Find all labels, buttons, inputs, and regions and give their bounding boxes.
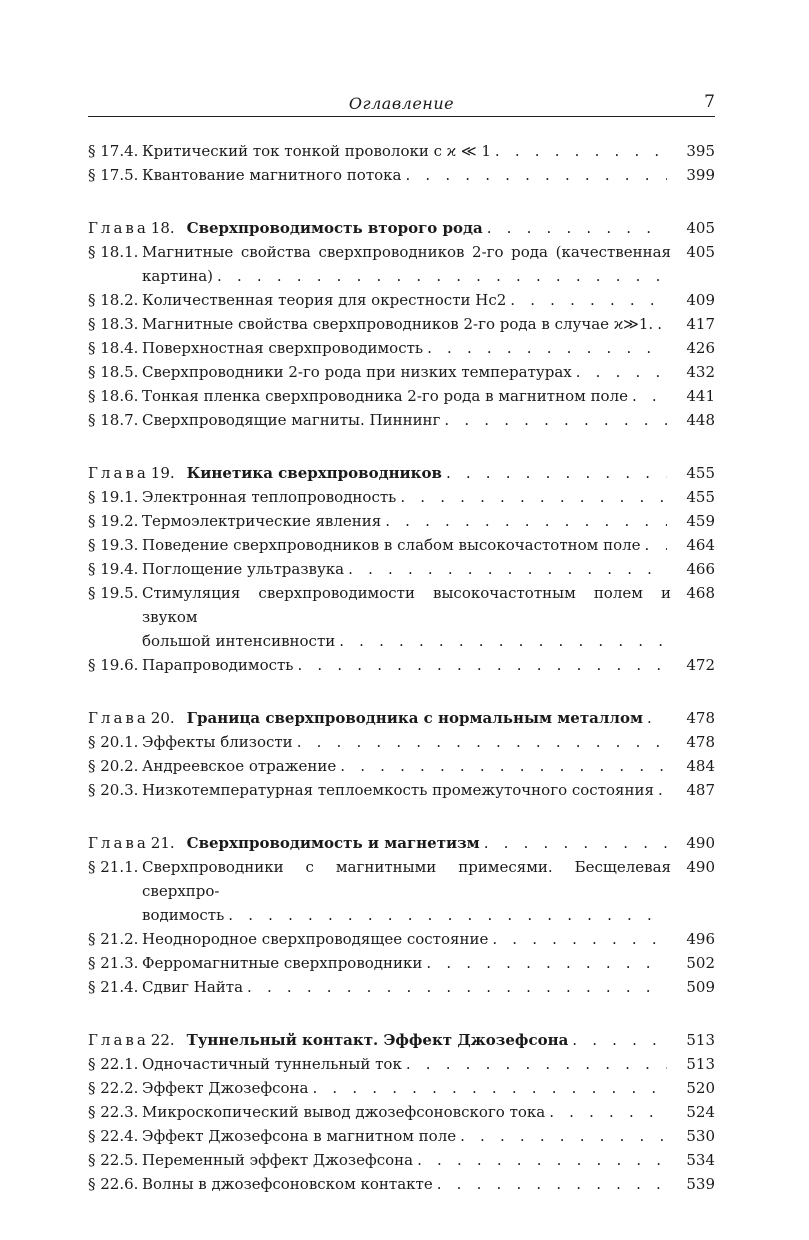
- section-number: § 21.4.: [88, 978, 139, 996]
- chapter-title: Кинетика сверхпроводников: [186, 464, 442, 482]
- chapter-page: 405: [686, 219, 715, 237]
- toc-section-entry[interactable]: [88, 139, 715, 163]
- section-page: 496: [686, 930, 715, 948]
- section-title: Микроскопический вывод джозефсоновского тока: [142, 1103, 546, 1121]
- toc-section-entry[interactable]: [88, 163, 715, 187]
- chapter-label: Глава: [88, 219, 149, 237]
- dot-leader: [417, 1148, 667, 1172]
- chapter-page: 478: [686, 709, 715, 727]
- section-page: 502: [686, 954, 715, 972]
- chapter-label: Глава: [88, 1031, 149, 1049]
- chapter-label: Глава: [88, 709, 149, 727]
- section-title: Сдвиг Найта: [142, 978, 244, 996]
- section-page: 484: [686, 757, 715, 775]
- section-title-line-2-row: [142, 903, 671, 927]
- section-number: § 22.1.: [88, 1055, 139, 1073]
- section-title: Волны в джозефсоновском контакте: [142, 1175, 433, 1193]
- chapter-number: 21.: [150, 834, 175, 852]
- dot-leader: [297, 730, 667, 754]
- chapter-number: 18.: [150, 219, 175, 237]
- section-page: 530: [686, 1127, 715, 1145]
- section-title: Неоднородное сверхпроводящее состояние: [142, 930, 489, 948]
- section-number: § 19.2.: [88, 512, 139, 530]
- dot-leader: [484, 831, 667, 855]
- dot-leader: [510, 288, 667, 312]
- dot-leader: [576, 360, 667, 384]
- toc-section-entry[interactable]: [88, 1124, 715, 1148]
- section-title: Тонкая пленка сверхпроводника 2-го рода в магнитном поле: [142, 387, 628, 405]
- section-number: § 20.1.: [88, 733, 139, 751]
- section-title-block: [142, 1076, 671, 1100]
- section-number: § 17.4.: [88, 142, 139, 160]
- chapter-spacer: [88, 999, 715, 1028]
- chapter-label: Глава: [88, 834, 149, 852]
- section-title: Сверхпроводящие магниты. Пиннинг: [142, 411, 441, 429]
- table-of-contents: [88, 139, 715, 1196]
- dot-leader: [312, 1076, 667, 1100]
- section-number: § 18.6.: [88, 387, 139, 405]
- section-title: Поверхностная сверхпроводимость: [142, 339, 424, 357]
- section-title: Низкотемпературная теплоемкость промежуточного состояния: [142, 781, 654, 799]
- dot-leader: [339, 629, 667, 653]
- section-number: § 21.1.: [88, 858, 139, 876]
- section-number: § 22.5.: [88, 1151, 139, 1169]
- section-title: Квантование магнитного потока: [142, 166, 402, 184]
- toc-section-entry[interactable]: [88, 778, 715, 802]
- section-number: § 18.4.: [88, 339, 139, 357]
- section-title-block: [142, 360, 671, 384]
- section-number: § 22.6.: [88, 1175, 139, 1193]
- dot-leader: [437, 1172, 667, 1196]
- toc-chapter-entry[interactable]: [88, 216, 715, 240]
- section-title-block: [142, 1052, 671, 1076]
- section-title-block: [142, 533, 671, 557]
- section-title-line-1: Стимуляция сверхпроводимости высокочастотным полем и звуком: [142, 584, 671, 626]
- chapter-spacer: [88, 187, 715, 216]
- dot-leader: [247, 975, 667, 999]
- dot-leader: [426, 951, 667, 975]
- section-title-block: [142, 778, 671, 802]
- section-number: § 18.1.: [88, 243, 139, 261]
- toc-section-entry[interactable]: [88, 240, 715, 288]
- chapter-title: Сверхпроводимость и магнетизм: [186, 834, 480, 852]
- section-number: § 20.3.: [88, 781, 139, 799]
- section-page: 459: [686, 512, 715, 530]
- section-page: 539: [686, 1175, 715, 1193]
- section-page: 448: [686, 411, 715, 429]
- section-title: Одночастичный туннельный ток: [142, 1055, 402, 1073]
- dot-leader: [348, 557, 667, 581]
- dot-leader: [446, 461, 667, 485]
- section-title: Ферромагнитные сверхпроводники: [142, 954, 423, 972]
- chapter-page: 490: [686, 834, 715, 852]
- section-title: Поглощение ультразвука: [142, 560, 345, 578]
- toc-section-entry[interactable]: [88, 1148, 715, 1172]
- section-title-block: [142, 1124, 671, 1148]
- section-page: 513: [686, 1055, 715, 1073]
- dot-leader: [444, 408, 667, 432]
- section-title: Термоэлектрические явления: [142, 512, 382, 530]
- toc-section-entry[interactable]: [88, 951, 715, 975]
- section-page: 520: [686, 1079, 715, 1097]
- dot-leader: [492, 927, 667, 951]
- section-title: Магнитные свойства сверхпроводников 2-го рода в случае ϰ≫1.: [142, 315, 654, 333]
- dot-leader: [405, 163, 667, 187]
- dot-leader: [647, 706, 667, 730]
- chapter-number: 19.: [150, 464, 175, 482]
- toc-section-entry[interactable]: [88, 533, 715, 557]
- section-title-line-1: Сверхпроводники с магнитными примесями. Бесщелевая сверхпро-: [142, 858, 671, 900]
- toc-section-entry[interactable]: [88, 360, 715, 384]
- toc-chapter-entry[interactable]: [88, 706, 715, 730]
- toc-section-entry[interactable]: [88, 653, 715, 677]
- dot-leader: [400, 485, 667, 509]
- chapter-number: 20.: [150, 709, 175, 727]
- toc-section-entry[interactable]: [88, 754, 715, 778]
- toc-section-entry[interactable]: [88, 384, 715, 408]
- section-title-block: [142, 408, 671, 432]
- chapter-title: Туннельный контакт. Эффект Джозефсона: [186, 1031, 569, 1049]
- section-number: § 19.4.: [88, 560, 139, 578]
- section-number: § 18.2.: [88, 291, 139, 309]
- toc-section-entry[interactable]: [88, 485, 715, 509]
- section-title-line-2: большой интенсивности: [142, 632, 336, 650]
- dot-leader: [427, 336, 667, 360]
- dot-leader: [549, 1100, 667, 1124]
- chapter-title: Граница сверхпроводника с нормальным металлом: [186, 709, 644, 727]
- section-title-block: [142, 653, 671, 677]
- page-header: [88, 92, 715, 117]
- section-page: 509: [686, 978, 715, 996]
- toc-section-entry[interactable]: [88, 1076, 715, 1100]
- section-page: 395: [686, 142, 715, 160]
- toc-chapter-entry[interactable]: [88, 1028, 715, 1052]
- dot-leader: [632, 384, 667, 408]
- section-title-block: [142, 557, 671, 581]
- section-page: 464: [686, 536, 715, 554]
- dot-leader: [340, 754, 667, 778]
- dot-leader: [572, 1028, 667, 1052]
- section-number: § 18.5.: [88, 363, 139, 381]
- chapter-number: 22.: [150, 1031, 175, 1049]
- dot-leader: [406, 1052, 667, 1076]
- dot-leader: [460, 1124, 667, 1148]
- chapter-page: 455: [686, 464, 715, 482]
- toc-section-entry[interactable]: [88, 509, 715, 533]
- chapter-title: Сверхпроводимость второго рода: [186, 219, 483, 237]
- toc-section-entry[interactable]: [88, 336, 715, 360]
- chapter-spacer: [88, 677, 715, 706]
- toc-section-entry[interactable]: [88, 975, 715, 999]
- toc-section-entry[interactable]: [88, 312, 715, 336]
- section-title-block: [142, 730, 671, 754]
- running-title: Оглавление: [348, 94, 455, 113]
- chapter-spacer: [88, 802, 715, 831]
- section-title-block: [142, 1148, 671, 1172]
- section-page: 405: [686, 243, 715, 261]
- dot-leader: [658, 778, 667, 802]
- dot-leader: [385, 509, 667, 533]
- section-title-line-2-row: [142, 629, 671, 653]
- section-number: § 18.3.: [88, 315, 139, 333]
- section-title-block: [142, 288, 671, 312]
- section-number: § 17.5.: [88, 166, 139, 184]
- section-title: Эффект Джозефсона в магнитном поле: [142, 1127, 457, 1145]
- section-title-line-2: водимость: [142, 906, 225, 924]
- section-title-block: [142, 485, 671, 509]
- section-title: Сверхпроводники 2-го рода при низких температурах: [142, 363, 572, 381]
- section-title-line-2: картина): [142, 267, 214, 285]
- section-page: 472: [686, 656, 715, 674]
- section-page: 534: [686, 1151, 715, 1169]
- section-title-block: [142, 1172, 671, 1196]
- toc-section-entry[interactable]: [88, 557, 715, 581]
- section-title: Поведение сверхпроводников в слабом высокочастотном поле: [142, 536, 641, 554]
- dot-leader: [657, 312, 667, 336]
- section-title: Переменный эффект Джозефсона: [142, 1151, 414, 1169]
- section-page: 487: [686, 781, 715, 799]
- section-title-block: [142, 336, 671, 360]
- section-title-block: [142, 509, 671, 533]
- section-page: 490: [686, 858, 715, 876]
- section-title-block: [142, 163, 671, 187]
- toc-section-entry[interactable]: [88, 730, 715, 754]
- section-page: 524: [686, 1103, 715, 1121]
- section-page: 468: [686, 584, 715, 602]
- chapter-spacer: [88, 432, 715, 461]
- section-title: Критический ток тонкой проволоки с ϰ ≪ 1: [142, 142, 491, 160]
- section-page: 478: [686, 733, 715, 751]
- section-title: Эффекты близости: [142, 733, 293, 751]
- section-number: § 19.5.: [88, 584, 139, 602]
- section-number: § 21.3.: [88, 954, 139, 972]
- section-number: § 19.3.: [88, 536, 139, 554]
- dot-leader: [495, 139, 667, 163]
- toc-section-entry[interactable]: [88, 288, 715, 312]
- toc-section-entry[interactable]: [88, 1172, 715, 1196]
- page-number: 7: [704, 92, 715, 112]
- chapter-page: 513: [686, 1031, 715, 1049]
- section-title-line-1: Магнитные свойства сверхпроводников 2-го рода (качественная: [142, 243, 671, 261]
- section-title-block: [142, 312, 671, 336]
- section-title-block: [142, 927, 671, 951]
- section-page: 426: [686, 339, 715, 357]
- dot-leader: [645, 533, 667, 557]
- section-number: § 20.2.: [88, 757, 139, 775]
- section-page: 455: [686, 488, 715, 506]
- toc-section-entry[interactable]: [88, 1100, 715, 1124]
- dot-leader: [297, 653, 667, 677]
- section-number: § 22.3.: [88, 1103, 139, 1121]
- section-number: § 21.2.: [88, 930, 139, 948]
- dot-leader: [228, 903, 667, 927]
- toc-section-entry[interactable]: [88, 927, 715, 951]
- section-title: Парапроводимость: [142, 656, 294, 674]
- section-number: § 22.4.: [88, 1127, 139, 1145]
- toc-chapter-entry[interactable]: [88, 461, 715, 485]
- toc-section-entry[interactable]: [88, 855, 715, 927]
- section-title-block: [142, 1100, 671, 1124]
- chapter-label: Глава: [88, 464, 149, 482]
- section-number: § 19.1.: [88, 488, 139, 506]
- toc-chapter-entry[interactable]: [88, 831, 715, 855]
- section-title-block: [142, 951, 671, 975]
- dot-leader: [487, 216, 667, 240]
- section-number: § 18.7.: [88, 411, 139, 429]
- section-title-block: [142, 384, 671, 408]
- section-title-block: [142, 754, 671, 778]
- section-title: Андреевское отражение: [142, 757, 337, 775]
- section-title-block: [142, 240, 671, 288]
- toc-section-entry[interactable]: [88, 581, 715, 653]
- section-title-block: [142, 581, 671, 653]
- section-number: § 19.6.: [88, 656, 139, 674]
- section-page: 441: [686, 387, 715, 405]
- dot-leader: [217, 264, 667, 288]
- section-page: 417: [686, 315, 715, 333]
- section-title: Эффект Джозефсона: [142, 1079, 309, 1097]
- section-page: 432: [686, 363, 715, 381]
- section-number: § 22.2.: [88, 1079, 139, 1097]
- toc-section-entry[interactable]: [88, 408, 715, 432]
- section-page: 409: [686, 291, 715, 309]
- section-title-block: [142, 975, 671, 999]
- section-title-block: [142, 139, 671, 163]
- section-page: 399: [686, 166, 715, 184]
- toc-section-entry[interactable]: [88, 1052, 715, 1076]
- section-page: 466: [686, 560, 715, 578]
- section-title-block: [142, 855, 671, 927]
- section-title: Количественная теория для окрестности Hc2: [142, 291, 507, 309]
- section-title: Электронная теплопроводность: [142, 488, 397, 506]
- section-title-line-2-row: [142, 264, 671, 288]
